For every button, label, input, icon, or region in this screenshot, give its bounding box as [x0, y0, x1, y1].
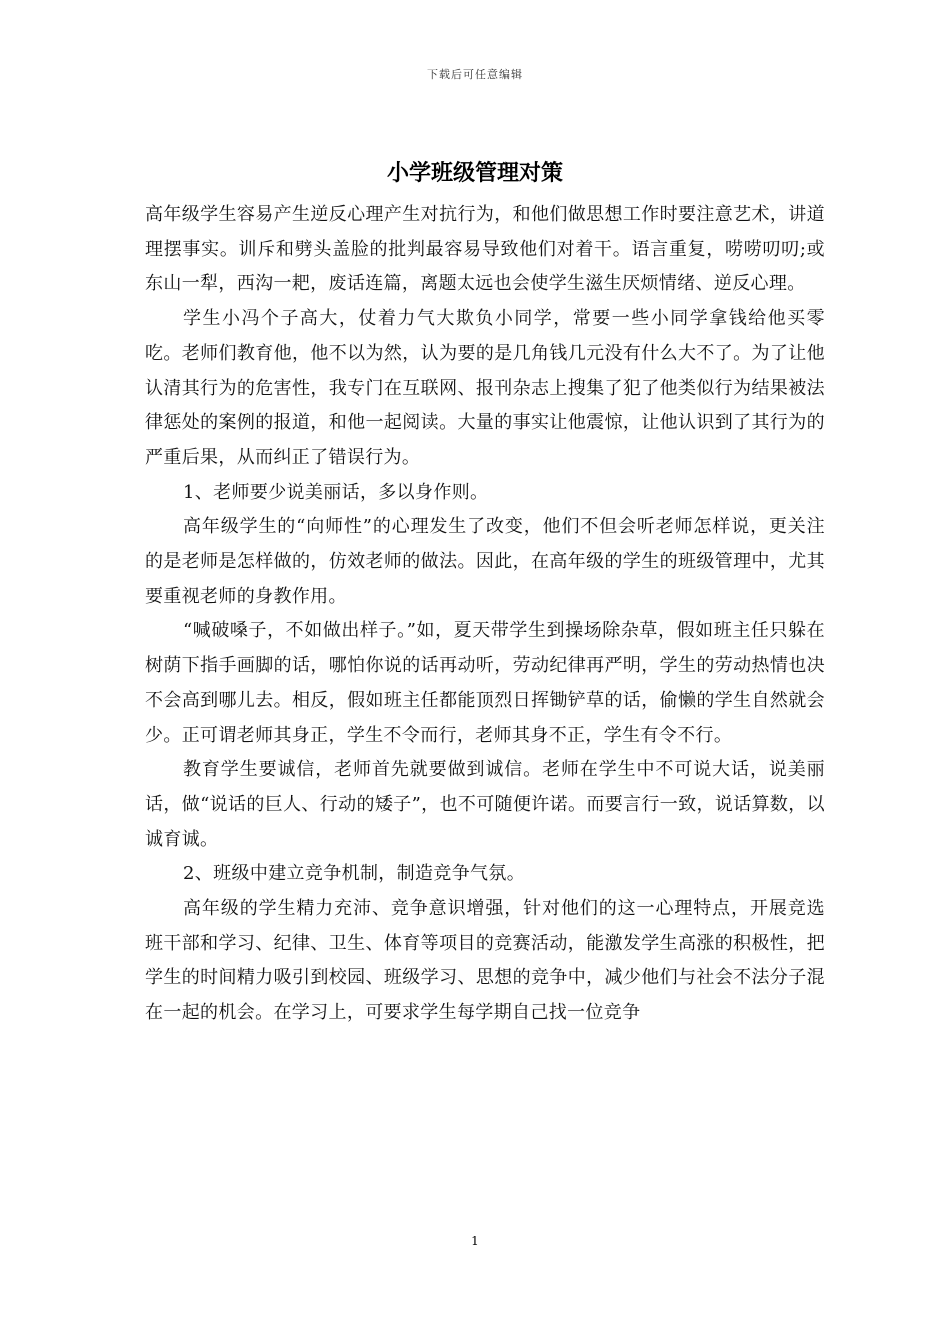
paragraph-teacher-example: 高年级学生的“向师性”的心理发生了改变，他们不但会听老师怎样说，更关注的是老师是怎样做的，仿效老师的做法。因此，在高年级的学生的班级管理中，尤其要重视老师的身教作用。 [145, 516, 825, 607]
page-number: 1 [471, 1234, 479, 1248]
paragraph-case-story: 学生小冯个子高大，仗着力气大欺负小同学，常要一些小同学拿钱给他买零吃。老师们教育他，他不以为然，认为要的是几角钱几元没有什么大不了。为了让他认清其行为的危害性，我专门在互联网、报刊杂志上搜集了犯了他类似行为结果被法律惩处的案例的报道，和他一起阅读。大量的事实让他震惊，让他认识到了其行为的严重后果，从而纠正了错误行为。 [145, 308, 825, 468]
paragraph-lead-by-example: “喊破嗓子，不如做出样子。”如，夏天带学生到操场除杂草，假如班主任只躲在树荫下指手画脚的话，哪怕你说的话再动听，劳动纪律再严明，学生的劳动热情也决不会高到哪儿去。相反，假如班主任都能顶烈日挥锄铲草的话，偷懒的学生自然就会少。正可谓老师其身正，学生不令而行，老师其身不正，学生有令不行。 [145, 620, 825, 746]
section-heading-2: 2、班级中建立竞争机制，制造竞争气氛。 [183, 863, 526, 885]
paragraph-intro: 高年级学生容易产生逆反心理产生对抗行为，和他们做思想工作时要注意艺术，讲道理摆事实。训斥和劈头盖脸的批判最容易导致他们对着干。语言重复，唠唠叨叨;或东山一犁，西沟一耙，废话连篇，离题太远也会使学生滋生厌烦情绪、逆反心理。 [145, 204, 825, 295]
page-header-note: 下载后可任意编辑 [427, 68, 523, 81]
paragraph-integrity: 教育学生要诚信，老师首先就要做到诚信。老师在学生中不可说大话，说美丽话，做“说话的巨人、行动的矮子”，也不可随便许诺。而要言行一致，说话算数，以诚育诚。 [145, 759, 825, 850]
document-title: 小学班级管理对策 [386, 160, 563, 186]
section-heading-1: 1、老师要少说美丽话，多以身作则。 [183, 481, 489, 503]
document-body [145, 198, 825, 1031]
paragraph-competition: 高年级的学生精力充沛、竞争意识增强，针对他们的这一心理特点，开展竞选班干部和学习、纪律、卫生、体育等项目的竞赛活动，能激发学生高涨的积极性，把学生的时间精力吸引到校园、班级学习、思想的竞争中，减少他们与社会不法分子混在一起的机会。在学习上，可要求学生每学期自己找一位竞争 [145, 898, 825, 1024]
